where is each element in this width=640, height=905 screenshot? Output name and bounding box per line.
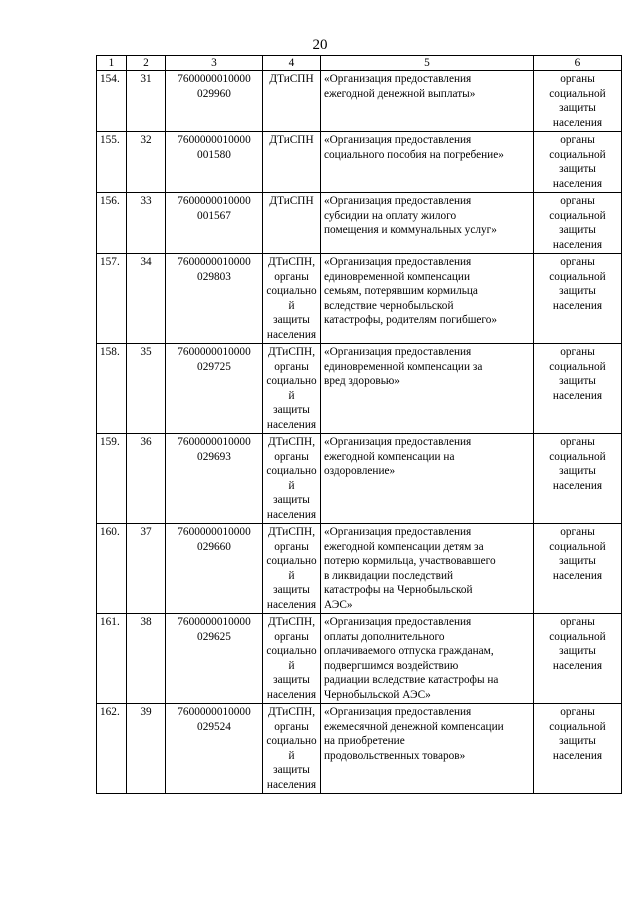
row-number-cell [97,614,127,704]
service-code-cell-text: 7600000010000 029725 [177,346,251,373]
service-code-cell [166,132,263,193]
service-code-cell [166,704,263,794]
department-cell-text: ДТиСПН, органы социально й защиты населения [266,346,317,431]
row-number-cell [97,434,127,524]
department-cell [263,132,321,193]
service-code-cell-text: 7600000010000 029524 [177,706,251,733]
sub-number-cell [127,344,166,434]
table-row [97,704,622,794]
sub-number-cell [127,434,166,524]
department-cell-text: ДТиСПН [269,73,314,85]
department-cell [263,704,321,794]
column-header: 6 [534,56,622,71]
service-code-cell-text: 7600000010000 029625 [177,616,251,643]
department-cell-text: ДТиСПН, органы социально й защиты населения [266,256,317,341]
row-number-cell-text: 156. [100,195,120,207]
executor-cell-text: органы социальной защиты населения [549,256,606,312]
services-table [96,55,622,794]
row-number-cell-text: 158. [100,346,120,358]
executor-cell [534,71,622,132]
service-name-cell [321,193,534,254]
department-cell [263,434,321,524]
sub-number-cell-text: 38 [140,616,152,628]
row-number-cell-text: 157. [100,256,120,268]
department-cell [263,344,321,434]
service-code-cell-text: 7600000010000 001580 [177,134,251,161]
row-number-cell [97,344,127,434]
service-name-cell [321,434,534,524]
sub-number-cell-text: 31 [140,73,152,85]
service-name-cell [321,254,534,344]
row-number-cell [97,132,127,193]
service-code-cell-text: 7600000010000 029960 [177,73,251,100]
service-code-cell [166,524,263,614]
column-header: 4 [263,56,321,71]
service-code-cell [166,614,263,704]
executor-cell [534,193,622,254]
executor-cell [534,344,622,434]
service-code-cell [166,254,263,344]
sub-number-cell-text: 33 [140,195,152,207]
service-name-cell [321,132,534,193]
sub-number-cell-text: 36 [140,436,152,448]
department-cell-text: ДТиСПН, органы социально й защиты населения [266,526,317,611]
sub-number-cell [127,193,166,254]
executor-cell [534,704,622,794]
executor-cell-text: органы социальной защиты населения [549,616,606,672]
sub-number-cell [127,524,166,614]
service-name-cell-text: «Организация предоставления оплаты дополнительного оплачиваемого отпуска гражданам, подвергшимся воздействию радиации вследствие катастрофы на Чернобыльской АЭС» [324,616,499,701]
table-row [97,71,622,132]
row-number-cell-text: 159. [100,436,120,448]
page-number: 20 [312,37,328,53]
executor-cell [534,254,622,344]
column-header: 5 [321,56,534,71]
sub-number-cell-text: 37 [140,526,152,538]
sub-number-cell-text: 35 [140,346,152,358]
service-name-cell-text: «Организация предоставления ежегодной денежной выплаты» [324,73,476,100]
department-cell [263,524,321,614]
row-number-cell [97,71,127,132]
service-code-cell [166,434,263,524]
department-cell [263,614,321,704]
sub-number-cell [127,254,166,344]
service-name-cell-text: «Организация предоставления ежегодной компенсации детям за потерю кормильца, участвовавшего в ликвидации последствий катастрофы на Чернобыльской АЭС» [324,526,496,611]
table-row [97,524,622,614]
row-number-cell-text: 162. [100,706,120,718]
table-row [97,254,622,344]
service-name-cell [321,71,534,132]
sub-number-cell-text: 32 [140,134,152,146]
table-row [97,614,622,704]
table-row [97,434,622,524]
table-row [97,344,622,434]
column-header: 3 [166,56,263,71]
row-number-cell [97,193,127,254]
row-number-cell-text: 161. [100,616,120,628]
service-name-cell [321,704,534,794]
row-number-cell [97,524,127,614]
executor-cell-text: органы социальной защиты населения [549,73,606,129]
service-code-cell-text: 7600000010000 029803 [177,256,251,283]
service-name-cell [321,344,534,434]
row-number-cell [97,254,127,344]
executor-cell-text: органы социальной защиты населения [549,526,606,582]
sub-number-cell-text: 34 [140,256,152,268]
service-name-cell-text: «Организация предоставления единовременной компенсации за вред здоровью» [324,346,483,387]
column-header: 1 [97,56,127,71]
row-number-cell-text: 155. [100,134,120,146]
service-code-cell [166,344,263,434]
sub-number-cell [127,704,166,794]
sub-number-cell [127,71,166,132]
service-name-cell [321,614,534,704]
executor-cell-text: органы социальной защиты населения [549,195,606,251]
executor-cell-text: органы социальной защиты населения [549,346,606,402]
service-code-cell-text: 7600000010000 001567 [177,195,251,222]
department-cell-text: ДТиСПН [269,134,314,146]
table-row [97,132,622,193]
executor-cell-text: органы социальной защиты населения [549,436,606,492]
executor-cell [534,524,622,614]
executor-cell-text: органы социальной защиты населения [549,134,606,190]
table-header-row [97,56,622,71]
table-row [97,193,622,254]
sub-number-cell-text: 39 [140,706,152,718]
service-name-cell [321,524,534,614]
service-name-cell-text: «Организация предоставления ежемесячной денежной компенсации на приобретение продовольственных товаров» [324,706,504,762]
column-header: 2 [127,56,166,71]
department-cell-text: ДТиСПН, органы социально й защиты населения [266,616,317,701]
service-name-cell-text: «Организация предоставления единовременной компенсации семьям, потерявшим кормильца вследствие чернобыльской катастрофы, родителям погибшего» [324,256,498,326]
service-name-cell-text: «Организация предоставления ежегодной компенсации на оздоровление» [324,436,472,477]
department-cell-text: ДТиСПН [269,195,314,207]
department-cell [263,193,321,254]
sub-number-cell [127,132,166,193]
executor-cell [534,132,622,193]
department-cell [263,71,321,132]
department-cell-text: ДТиСПН, органы социально й защиты населения [266,706,317,791]
service-code-cell [166,71,263,132]
department-cell [263,254,321,344]
row-number-cell-text: 154. [100,73,120,85]
executor-cell [534,434,622,524]
service-name-cell-text: «Организация предоставления социального пособия на погребение» [324,134,504,161]
sub-number-cell [127,614,166,704]
service-name-cell-text: «Организация предоставления субсидии на оплату жилого помещения и коммунальных услуг» [324,195,497,236]
executor-cell-text: органы социальной защиты населения [549,706,606,762]
service-code-cell-text: 7600000010000 029660 [177,526,251,553]
service-code-cell-text: 7600000010000 029693 [177,436,251,463]
department-cell-text: ДТиСПН, органы социально й защиты населения [266,436,317,521]
row-number-cell-text: 160. [100,526,120,538]
service-code-cell [166,193,263,254]
row-number-cell [97,704,127,794]
executor-cell [534,614,622,704]
